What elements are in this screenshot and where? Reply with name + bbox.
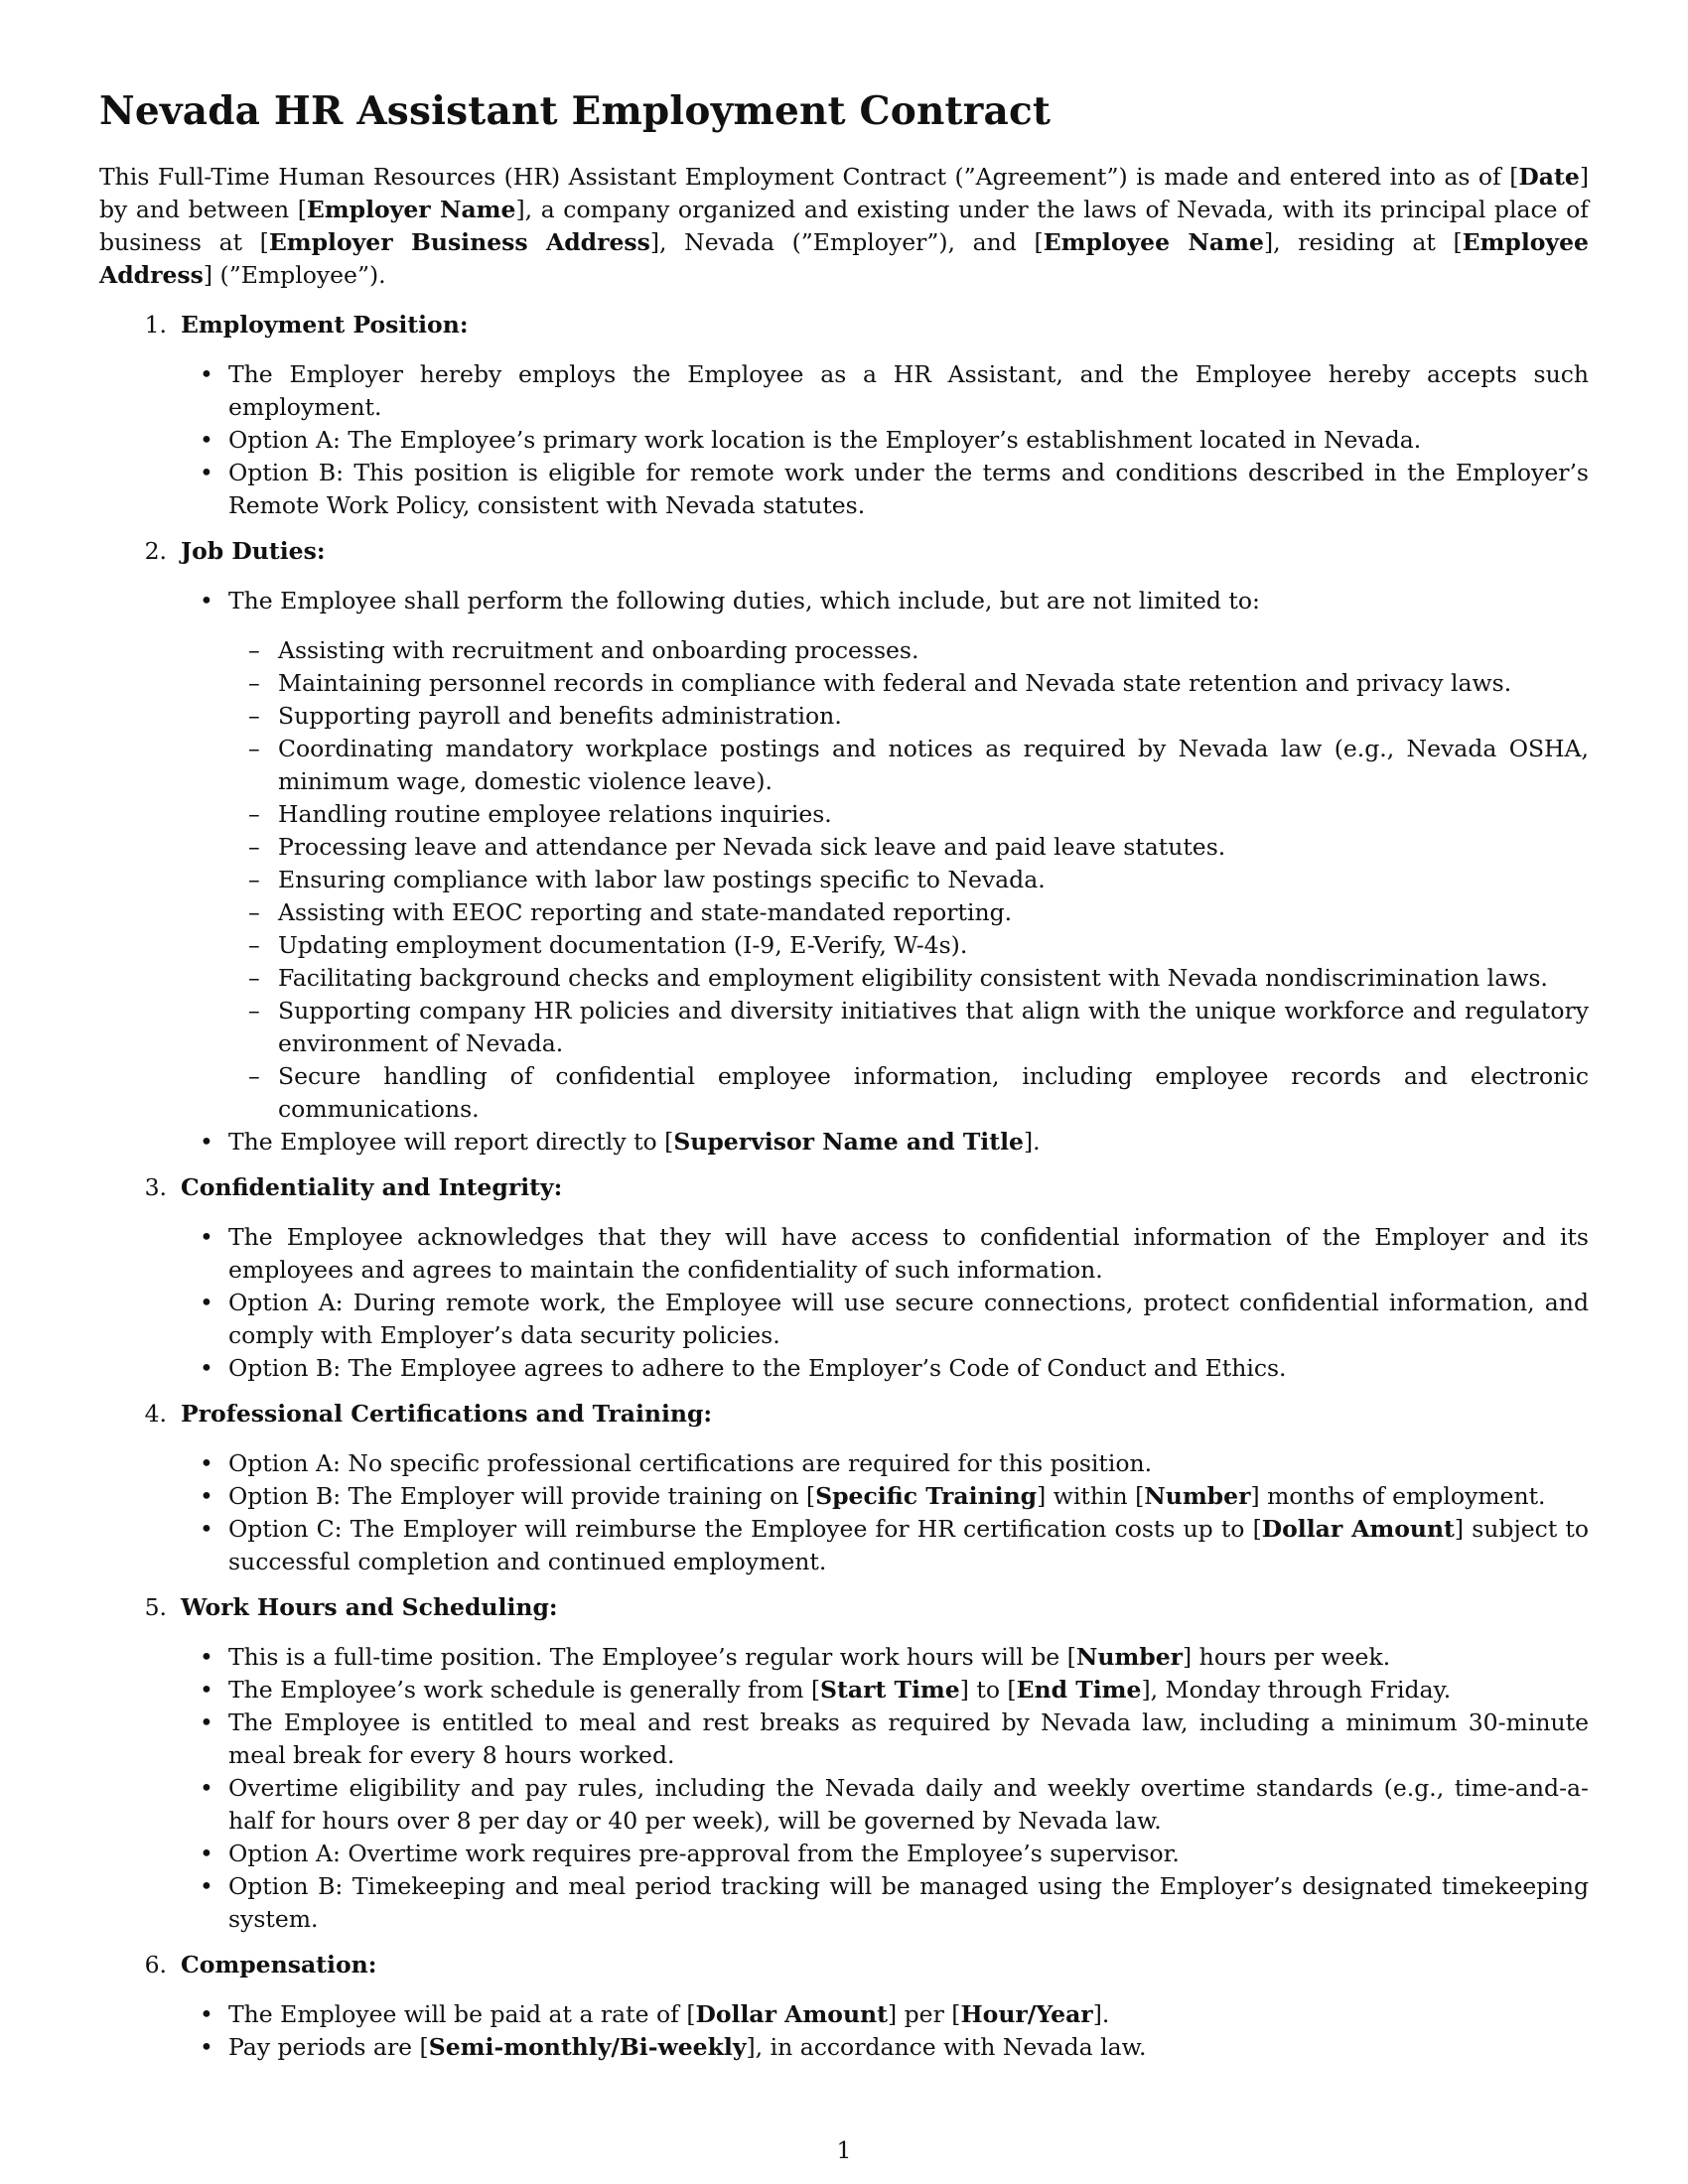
placeholder-number: Number bbox=[1144, 1482, 1251, 1510]
section-number: 3. bbox=[144, 1173, 167, 1201]
list-item bbox=[99, 1513, 1589, 1578]
section-number: 6. bbox=[144, 1951, 167, 1979]
item-text: The Employee’s work schedule is generally from [ bbox=[228, 1676, 821, 1704]
section-number: 1. bbox=[144, 311, 167, 339]
item-text: ] per [ bbox=[887, 2000, 961, 2028]
item-text: ] months of employment. bbox=[1250, 1482, 1546, 1510]
duty-item: – Facilitating background checks and employment eligibility consistent with Nevada nondiscrimination laws. bbox=[228, 962, 1589, 995]
list-item: • Option A: During remote work, the Employee will use secure connections, protect confidential information, and comply with Employer’s data security policies. bbox=[99, 1287, 1589, 1352]
duty-item: – Ensuring compliance with labor law postings specific to Nevada. bbox=[228, 864, 1589, 896]
section-title: Confidentiality and Integrity: bbox=[181, 1173, 563, 1201]
document-page bbox=[99, 0, 1589, 2184]
intro-text: ] (”Employee”). bbox=[203, 261, 386, 289]
list-item: • Option B: Timekeeping and meal period tracking will be managed using the Employer’s designated timekeeping system. bbox=[99, 1870, 1589, 1936]
placeholder-dollar-amount: Dollar Amount bbox=[1261, 1515, 1455, 1543]
section-compensation bbox=[99, 1949, 1589, 2064]
placeholder-specific-training: Specific Training bbox=[815, 1482, 1038, 1510]
section-title: Job Duties: bbox=[181, 537, 326, 565]
section-number: 4. bbox=[144, 1400, 167, 1428]
placeholder-hour-year: Hour/Year bbox=[960, 2000, 1093, 2028]
item-text: ]. bbox=[1092, 2000, 1110, 2028]
list-item: • Option A: Overtime work requires pre-approval from the Employee’s supervisor. bbox=[99, 1838, 1589, 1870]
list-item: • Option B: The Employee agrees to adhere to the Employer’s Code of Conduct and Ethics. bbox=[99, 1352, 1589, 1385]
duty-item: – Handling routine employee relations inquiries. bbox=[228, 798, 1589, 831]
item-text: ] to [ bbox=[959, 1676, 1017, 1704]
item-text: The Employee will report directly to [ bbox=[228, 1128, 674, 1156]
intro-text: ] by and between [ bbox=[99, 163, 1589, 223]
intro-text: This Full-Time Human Resources (HR) Assistant Employment Contract (”Agreement”) is made and entered into as of [ bbox=[99, 163, 1519, 191]
section-confidentiality bbox=[99, 1171, 1589, 1385]
placeholder-dollar-amount: Dollar Amount bbox=[695, 2000, 888, 2028]
intro-text: ], residing at [ bbox=[1263, 228, 1463, 256]
duty-item: – Assisting with EEOC reporting and state-mandated reporting. bbox=[228, 896, 1589, 929]
placeholder-date: Date bbox=[1518, 163, 1580, 191]
placeholder-supervisor: Supervisor Name and Title bbox=[673, 1128, 1024, 1156]
section-work-hours bbox=[99, 1591, 1589, 1936]
list-item bbox=[99, 1126, 1589, 1159]
section-number: 2. bbox=[144, 537, 167, 565]
item-text: The Employee will be paid at a rate of [ bbox=[228, 2000, 696, 2028]
duty-item: – Supporting company HR policies and diversity initiatives that align with the unique workforce and regulatory environment of Nevada. bbox=[228, 995, 1589, 1060]
section-title: Professional Certifications and Training: bbox=[181, 1400, 713, 1428]
list-item bbox=[99, 1998, 1589, 2031]
document-title: Nevada HR Assistant Employment Contract bbox=[99, 88, 1052, 134]
duty-item: – Supporting payroll and benefits administration. bbox=[228, 700, 1589, 733]
duty-item: – Coordinating mandatory workplace postings and notices as required by Nevada law (e.g., Nevada OSHA, minimum wage, domestic violence leave). bbox=[228, 733, 1589, 798]
section-job-duties bbox=[99, 535, 1589, 1159]
list-item: • Overtime eligibility and pay rules, including the Nevada daily and weekly overtime standards (e.g., time-and-a-half for hours over 8 per day or 40 per week), will be governed by Nevada law. bbox=[99, 1772, 1589, 1838]
list-item bbox=[99, 1641, 1589, 1674]
duties-lead: The Employee shall perform the following duties, which include, but are not limited to: bbox=[228, 587, 1260, 614]
item-text: Pay periods are [ bbox=[228, 2033, 429, 2061]
list-item: • Option A: The Employee’s primary work location is the Employer’s establishment located in Nevada. bbox=[99, 424, 1589, 457]
duty-item: – Assisting with recruitment and onboarding processes. bbox=[228, 634, 1589, 667]
section-certifications-training bbox=[99, 1398, 1589, 1578]
item-text: ] hours per week. bbox=[1183, 1643, 1391, 1671]
section-title: Employment Position: bbox=[181, 311, 469, 339]
list-item: • The Employee acknowledges that they will have access to confidential information of the Employer and its employees and agrees to maintain the confidentiality of such information. bbox=[99, 1221, 1589, 1287]
section-employment-position bbox=[99, 309, 1589, 522]
list-item: • Option A: No specific professional certifications are required for this position. bbox=[99, 1447, 1589, 1480]
placeholder-employee-address: Employee Address bbox=[99, 228, 1589, 289]
list-item bbox=[99, 1480, 1589, 1513]
section-title: Work Hours and Scheduling: bbox=[181, 1593, 558, 1621]
duty-item: – Maintaining personnel records in compliance with federal and Nevada state retention and privacy laws. bbox=[228, 667, 1589, 700]
placeholder-employer-address: Employer Business Address bbox=[268, 228, 650, 256]
list-item: • The Employee is entitled to meal and rest breaks as required by Nevada law, including a minimum 30-minute meal break for every 8 hours worked. bbox=[99, 1706, 1589, 1772]
duty-item: – Updating employment documentation (I-9, E-Verify, W-4s). bbox=[228, 929, 1589, 962]
duties-list bbox=[228, 634, 1589, 1126]
duty-item: – Secure handling of confidential employee information, including employee records and electronic communications. bbox=[228, 1060, 1589, 1126]
item-text: ]. bbox=[1023, 1128, 1041, 1156]
placeholder-employee-name: Employee Name bbox=[1043, 228, 1264, 256]
duty-item: – Processing leave and attendance per Nevada sick leave and paid leave statutes. bbox=[228, 831, 1589, 864]
item-text: ], Monday through Friday. bbox=[1141, 1676, 1452, 1704]
section-number: 5. bbox=[144, 1593, 167, 1621]
placeholder-start-time: Start Time bbox=[820, 1676, 960, 1704]
placeholder-pay-period: Semi-monthly/Bi-weekly bbox=[428, 2033, 747, 2061]
item-text: ] within [ bbox=[1037, 1482, 1145, 1510]
intro-text: ], Nevada (”Employer”), and [ bbox=[649, 228, 1044, 256]
item-text: Option C: The Employer will reimburse the Employee for HR certification costs up to [ bbox=[228, 1515, 1262, 1543]
item-text: ] subject to successful completion and continued employment. bbox=[228, 1515, 1589, 1575]
section-title: Compensation: bbox=[181, 1951, 377, 1979]
list-item bbox=[99, 2031, 1589, 2064]
placeholder-hours-number: Number bbox=[1075, 1643, 1184, 1671]
list-item: • The Employer hereby employs the Employee as a HR Assistant, and the Employee hereby accepts such employment. bbox=[99, 358, 1589, 424]
contract-sections bbox=[99, 309, 1589, 2077]
list-item: • Option B: This position is eligible for remote work under the terms and conditions described in the Employer’s Remote Work Policy, consistent with Nevada statutes. bbox=[99, 457, 1589, 522]
list-item bbox=[99, 1674, 1589, 1706]
list-item bbox=[99, 585, 1589, 1126]
page-number: 1 bbox=[836, 2136, 852, 2164]
intro-text: ], a company organized and existing under the laws of Nevada, with its principal place of business at [ bbox=[99, 196, 1589, 256]
item-text: ], in accordance with Nevada law. bbox=[746, 2033, 1147, 2061]
item-text: Option B: The Employer will provide training on [ bbox=[228, 1482, 816, 1510]
item-text: This is a full-time position. The Employee’s regular work hours will be [ bbox=[228, 1643, 1076, 1671]
placeholder-end-time: End Time bbox=[1016, 1676, 1142, 1704]
intro-paragraph bbox=[99, 161, 1589, 292]
placeholder-employer-name: Employer Name bbox=[306, 196, 516, 223]
